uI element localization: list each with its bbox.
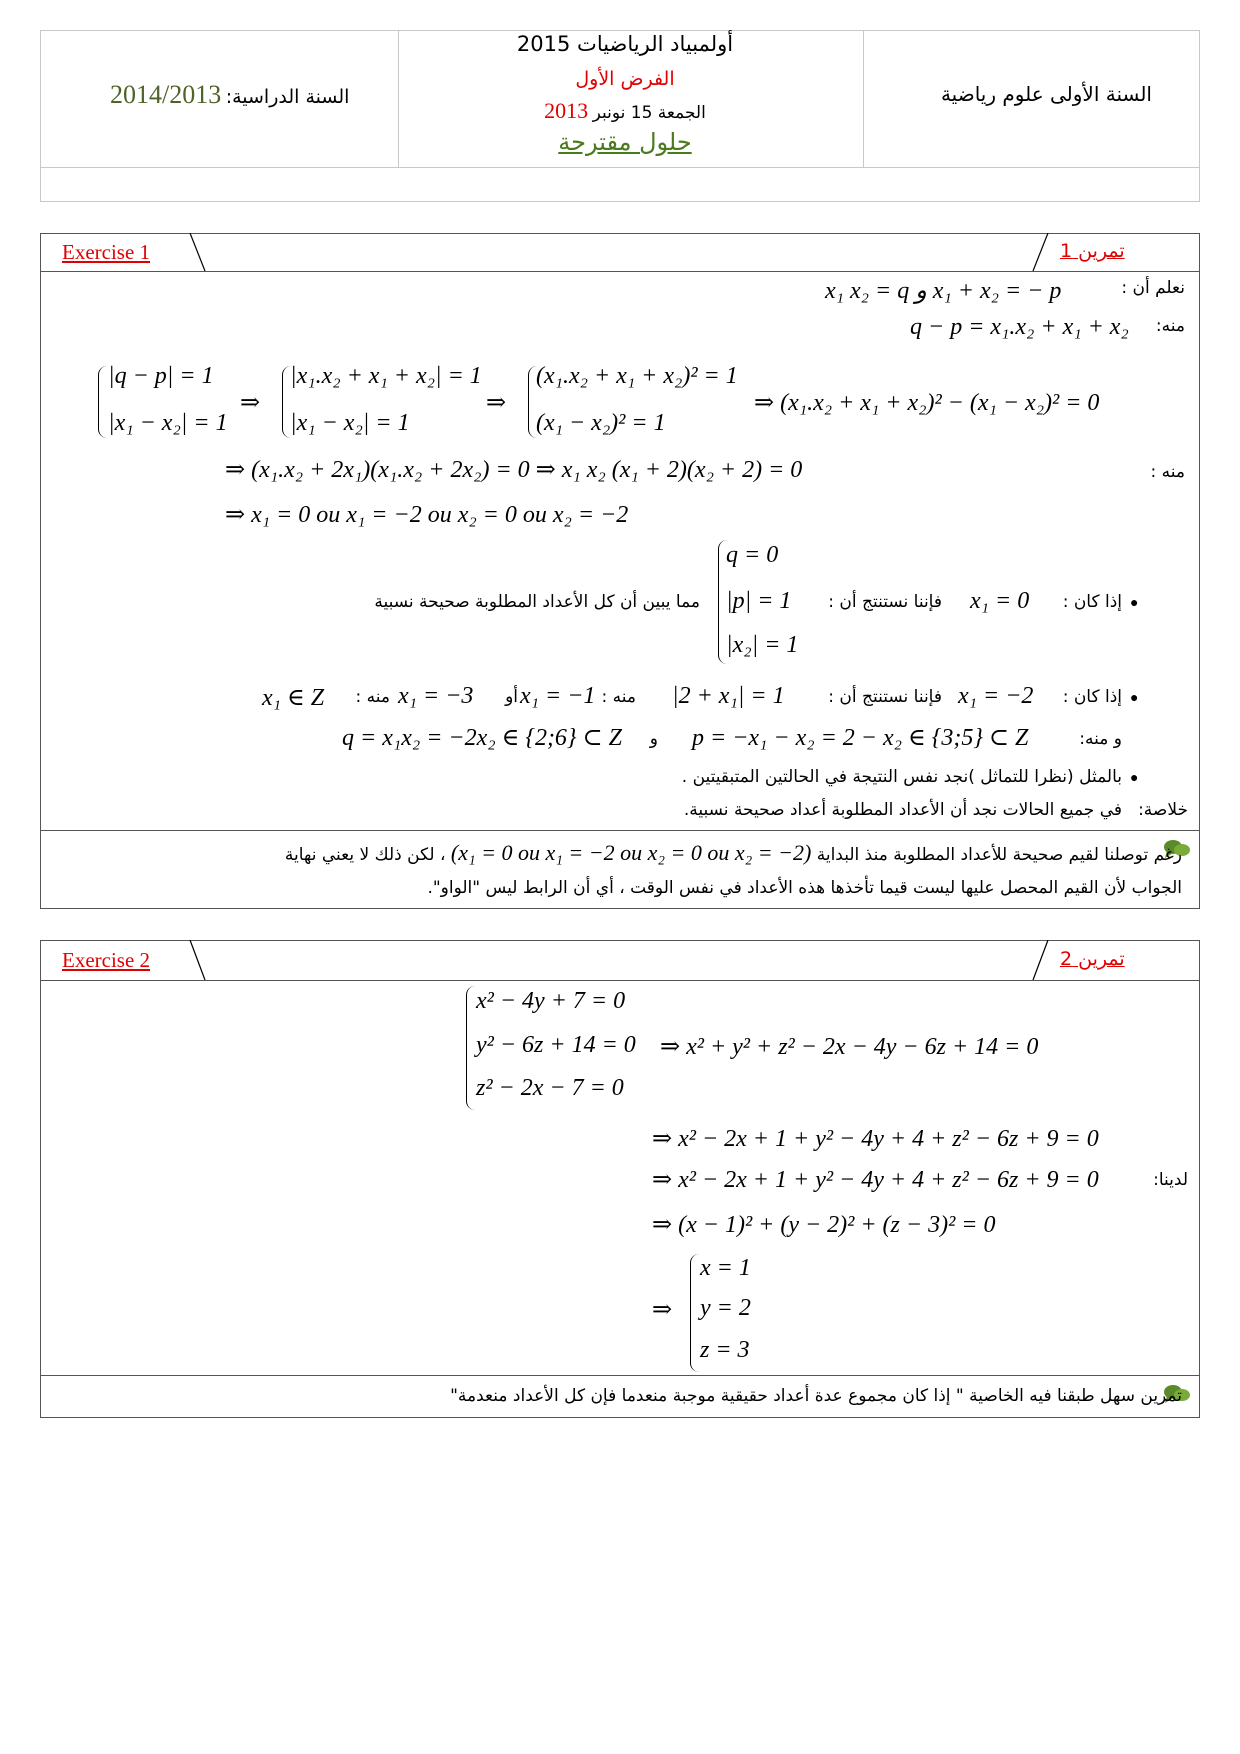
- ex1-sys1-b: |x₁ − x₂| = 1: [108, 410, 228, 436]
- ex1-case1-conclusion: مما يبين أن كل الأعداد المطلوبة صحيحة نسبية: [374, 592, 700, 612]
- ex1-line1-label: نعلم أن :: [1121, 278, 1185, 298]
- bullet: ●: [1130, 689, 1139, 705]
- exercise2-tab-shapes: [40, 940, 1200, 982]
- ex1-case1-sys-c: |x₂| = 1: [726, 632, 799, 658]
- ex2-step3: ⇒ (x − 1)² + (y − 2)² + (z − 3)² = 0: [652, 1212, 996, 1238]
- ex1-case2-v1: x₁ = −1: [520, 683, 596, 709]
- ex1-case2-math: |2 + x₁| = 1: [672, 683, 785, 709]
- date-line: [440, 98, 810, 124]
- ex1-line2-math: q − p = x₁.x₂ + x₁ + x₂: [910, 314, 1129, 340]
- ex1-case1-cond: x₁ = 0: [970, 588, 1030, 614]
- ex2-final-c: z = 3: [700, 1337, 750, 1363]
- ex1-sys1-a: |q − p| = 1: [108, 363, 214, 389]
- ex1-case2-line2-p: p = −x₁ − x₂ = 2 − x₂ ∈ {3;5} ⊂ Z: [692, 725, 1029, 751]
- ex2-step1: ⇒ x² − 2x + 1 + y² − 4y + 4 + z² − 6z + 9 = 0: [652, 1126, 1099, 1152]
- ex1-sys2-a: |x₁.x₂ + x₁ + x₂| = 1: [290, 363, 482, 389]
- ex2-note: تمرين سهل طبقنا فيه الخاصية " إذا كان مجموع عدة أعداد حقيقية موجبة منعدما فإن كل الأعداد منعدمة": [450, 1386, 1182, 1406]
- ex2-sys-a: x² − 4y + 7 = 0: [476, 988, 626, 1014]
- ex2-final-b: y = 2: [700, 1295, 751, 1321]
- ex2-sys-c: z² − 2x − 7 = 0: [476, 1075, 624, 1101]
- exercise1-tab-shapes: [40, 233, 1200, 273]
- ex2-sys-b: y² − 6z + 14 = 0: [476, 1032, 636, 1058]
- test-name: الفرض الأول: [575, 68, 675, 90]
- ex1-case2-z: x₁ ∈ Z: [262, 685, 325, 711]
- bullet: ●: [1130, 594, 1139, 610]
- exercise2-tab-ar: تمرين 2: [1060, 948, 1125, 970]
- ex1-case1-text: فإننا نستنتج أن :: [828, 592, 942, 612]
- ex2-sys-brace: [466, 986, 475, 1110]
- ex1-case2-then2: منه :: [355, 687, 390, 707]
- ex1-arrow1: ⇒: [240, 390, 261, 416]
- ex1-line2-label: منه:: [1155, 316, 1185, 336]
- ex1-arrow2: ⇒: [486, 390, 507, 416]
- ex1-sys1-brace: [98, 366, 107, 438]
- ex1-line4-label: منه :: [1150, 462, 1185, 482]
- solutions-title: حلول مقترحة: [558, 128, 692, 156]
- ex1-case2-line2-label: و منه:: [1079, 729, 1122, 749]
- ex2-sys-result: ⇒ x² + y² + z² − 2x − 4y − 6z + 14 = 0: [660, 1034, 1039, 1060]
- exercise2-note-line: [40, 1375, 1200, 1376]
- school-year-value: 2014/2013: [110, 80, 222, 109]
- ex1-note-line1-b: ، لكن ذلك لا يعني نهاية: [284, 845, 446, 865]
- ex1-case2-v2: x₁ = −3: [398, 683, 474, 709]
- ex1-case3-text: بالمثل (نظرا للتماثل )نجد نفس النتيجة في الحالتين المتبقيتين .: [681, 767, 1122, 787]
- ex1-sys3-a: (x₁.x₂ + x₁ + x₂)² = 1: [536, 363, 738, 389]
- ex1-case1-sys-b: |p| = 1: [726, 588, 792, 614]
- ex1-line1-math: x₁ x₂ = q و x₁ + x₂ = − p: [825, 278, 1062, 304]
- ex2-step2-label: لدينا:: [1153, 1170, 1188, 1190]
- exercise1-note-line: [40, 830, 1200, 831]
- ex1-case2-text: فإننا نستنتج أن :: [828, 687, 942, 707]
- ex1-case2-line2-q: q = x₁x₂ = −2x₂ ∈ {2;6} ⊂ Z: [342, 725, 622, 751]
- ex1-case2-line2-and: و: [649, 729, 658, 749]
- ex2-final-arrow: ⇒: [652, 1297, 673, 1323]
- ex1-case2-label: إذا كان :: [1062, 687, 1122, 707]
- ex2-step2: ⇒ x² − 2x + 1 + y² − 4y + 4 + z² − 6z + 9 = 0: [652, 1167, 1099, 1193]
- ex2-final-brace: [690, 1254, 699, 1372]
- ex1-line4-math: ⇒ (x₁.x₂ + 2x₁)(x₁.x₂ + 2x₂) = 0 ⇒ x₁ x₂ (x₁ + 2)(x₂ + 2) = 0: [225, 457, 803, 483]
- ex1-sys3-b: (x₁ − x₂)² = 1: [536, 410, 666, 436]
- ex1-case2-or: أو: [505, 687, 518, 707]
- exercise1-tab-en: Exercise 1: [62, 240, 151, 264]
- ex1-note-line1-math: (x₁ = 0 ou x₁ = −2 ou x₂ = 0 ou x₂ = −2): [450, 840, 812, 865]
- class-label: السنة الأولى علوم رياضية: [940, 82, 1152, 106]
- ex1-note-line1: [285, 840, 1182, 866]
- exercise1-tab-ar: تمرين 1: [1060, 240, 1125, 262]
- ex1-case2-then: منه :: [601, 687, 636, 707]
- ex1-line5-math: ⇒ x₁ = 0 ou x₁ = −2 ou x₂ = 0 ou x₂ = −2: [225, 502, 629, 528]
- bullet: ●: [1130, 769, 1139, 785]
- ex1-case1-label: إذا كان :: [1062, 592, 1122, 612]
- ex1-case1-sys-a: q = 0: [726, 542, 779, 568]
- ex1-case2-cond: x₁ = −2: [958, 683, 1034, 709]
- date-text: الجمعة 15 نونبر: [592, 103, 706, 123]
- ex1-summary-label: خلاصة:: [1138, 800, 1188, 820]
- olympiad-title: أولمبياد الرياضيات 2015: [516, 32, 734, 56]
- exercise2-tab-en: Exercise 2: [62, 948, 151, 972]
- date-year: 2013: [544, 98, 589, 123]
- ex1-summary-text: في جميع الحالات نجد أن الأعداد المطلوبة أعداد صحيحة نسبية.: [683, 800, 1122, 820]
- school-year: [110, 80, 390, 110]
- ex2-final-a: x = 1: [700, 1255, 751, 1281]
- ex1-note-line2: الجواب لأن القيم المحصل عليها ليست قيما تأخذها هذه الأعداد في نفس الوقت ، أي أن الرابط ليس "الواو".: [427, 878, 1182, 898]
- ex1-sys-result: ⇒ (x₁.x₂ + x₁ + x₂)² − (x₁ − x₂)² = 0: [754, 390, 1100, 416]
- school-year-label: السنة الدراسية:: [225, 86, 350, 108]
- ex1-note-line1-a: رغم توصلنا لقيم صحيحة للأعداد المطلوبة منذ البداية: [816, 845, 1182, 865]
- ex1-sys2-b: |x₁ − x₂| = 1: [290, 410, 410, 436]
